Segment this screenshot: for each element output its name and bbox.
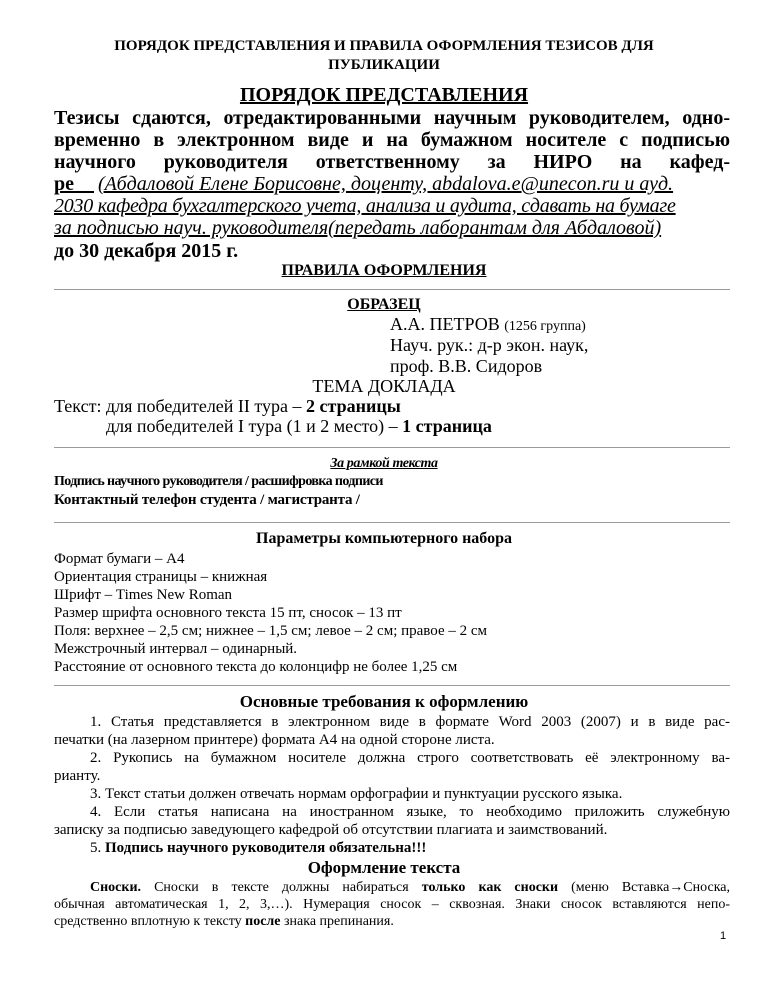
params-heading: Параметры компьютерного набора (256, 530, 512, 547)
sample-heading: ОБРАЗЕЦ (347, 296, 421, 313)
formatting-line-1-text: Сноски в тексте должны набираться (141, 880, 422, 895)
params-item-format: Формат бумаги – А4 (54, 551, 185, 567)
requirement-5 (90, 840, 426, 857)
requirements-heading: Основные требования к оформлению (239, 692, 529, 711)
params-item-page-number-distance: Расстояние от основного текста до колонцифр не более 1,25 см (54, 659, 458, 675)
requirement-2-line-1: 2. Рукопись на бумажном носителе должна строго соответствовать её электронному ва- (90, 750, 730, 766)
sample-text-line-1 (54, 396, 401, 417)
outside-line-1: Подпись научного руководителя / расшифровка подписи (54, 474, 383, 489)
params-item-orientation: Ориентация страницы – книжная (54, 569, 268, 585)
outside-heading: За рамкой текста (330, 456, 438, 471)
params-item-font: Шрифт – Times New Roman (54, 587, 233, 603)
submission-line-2: временно в электронном виде и на бумажном носителе с подписью (54, 129, 730, 151)
sample-advisor-2: проф. В.В. Сидоров (390, 356, 543, 376)
formatting-line-3-text: средственно вплотную к тексту (54, 914, 246, 929)
params-item-margins: Поля: верхнее – 2,5 см; нижнее – 1,5 см; левое – 2 см; правое – 2 см (54, 623, 488, 639)
sample-text-1-bold: 2 страницы (306, 396, 401, 416)
sample-text-2-plain: для победителей I тура (1 и 2 место) – (106, 416, 403, 436)
submission-deadline: до 30 декабря 2015 г. (54, 240, 239, 262)
submission-line-6: за подписью науч. руководителя(передать лаборантам для Абдаловой) (54, 217, 662, 239)
sample-author-name: А.А. ПЕТРОВ (390, 314, 500, 334)
document-title-line2: ПУБЛИКАЦИИ (328, 57, 440, 73)
sample-topic: ТЕМА ДОКЛАДА (312, 376, 456, 396)
divider (54, 289, 730, 290)
divider (54, 685, 730, 686)
formatting-line-1 (90, 880, 730, 896)
formatting-line-3 (54, 914, 394, 930)
outside-line-2: Контактный телефон студента / магистранта / (54, 492, 360, 508)
submission-line-4-italic: (Абдаловой Елене Борисовне, доценту, abdalova.e@unecon.ru и ауд. (98, 173, 674, 195)
formatting-line-1-menu: (меню Вставка→Сноска, (558, 880, 731, 895)
formatting-line-3-end: знака препинания. (280, 914, 394, 929)
sample-author-group: (1256 группа) (504, 319, 586, 334)
requirement-4-line-1: 4. Если статья написана на иностранном языке, то необходимо приложить служебную (90, 804, 730, 820)
requirement-1-line-1: 1. Статья представляется в электронном виде в формате Word 2003 (2007) и в виде рас- (90, 714, 730, 730)
document-title-line1: ПОРЯДОК ПРЕДСТАВЛЕНИЯ И ПРАВИЛА ОФОРМЛЕНИЯ ТЕЗИСОВ ДЛЯ (114, 38, 654, 54)
formatting-heading: Оформление текста (307, 858, 461, 877)
sample-text-1-plain: Текст: для победителей II тура – (54, 396, 307, 416)
page-number: 1 (720, 930, 727, 942)
sample-text-2-bold: 1 страница (402, 416, 492, 436)
requirement-3: 3. Текст статьи должен отвечать нормам орфографии и пунктуации русского языка. (90, 786, 623, 802)
sample-text-line-2 (106, 416, 492, 437)
submission-line-5: 2030 кафедра бухгалтерского учета, анализа и аудита, сдавать на бумаге (54, 195, 676, 217)
params-item-line-spacing: Межстрочный интервал – одинарный. (54, 641, 298, 657)
requirement-1-line-2: печатки (на лазерном принтере) формата А4 на одной стороне листа. (54, 732, 495, 748)
submission-line-1: Тезисы сдаются, отредактированными научным руководителем, одно- (54, 107, 730, 129)
params-item-font-size: Размер шрифта основного текста 15 пт, сносок – 13 пт (54, 605, 402, 621)
formatting-line-2: обычная автоматическая 1, 2, 3,…). Нумерация сносок – сквозная. Знаки сносок вставляются непо- (54, 897, 730, 912)
sample-author (390, 314, 586, 335)
requirement-2-line-2: рианту. (54, 768, 101, 784)
formatting-line-3-bold: после (245, 914, 281, 929)
sample-advisor-1: Науч. рук.: д-р экон. наук, (390, 335, 589, 355)
formatting-footnotes-label: Сноски. (90, 880, 142, 895)
submission-line-3: научного руководителя ответственному за НИРО на кафед- (54, 151, 730, 173)
requirement-4-line-2: записку за подписью заведующего кафедрой об отсутствии плагиата и заимствований. (54, 822, 608, 838)
divider (54, 522, 730, 523)
rules-heading: ПРАВИЛА ОФОРМЛЕНИЯ (281, 262, 487, 279)
submission-line-4 (54, 173, 730, 196)
submission-line-4-bold: ре (54, 173, 74, 195)
formatting-line-1-bold: только как сноски (421, 880, 559, 895)
requirement-5-number: 5. (90, 840, 105, 856)
requirement-5-bold: Подпись научного руководителя обязательна!!! (105, 840, 427, 856)
divider (54, 447, 730, 448)
submission-heading: ПОРЯДОК ПРЕДСТАВЛЕНИЯ (239, 84, 529, 106)
